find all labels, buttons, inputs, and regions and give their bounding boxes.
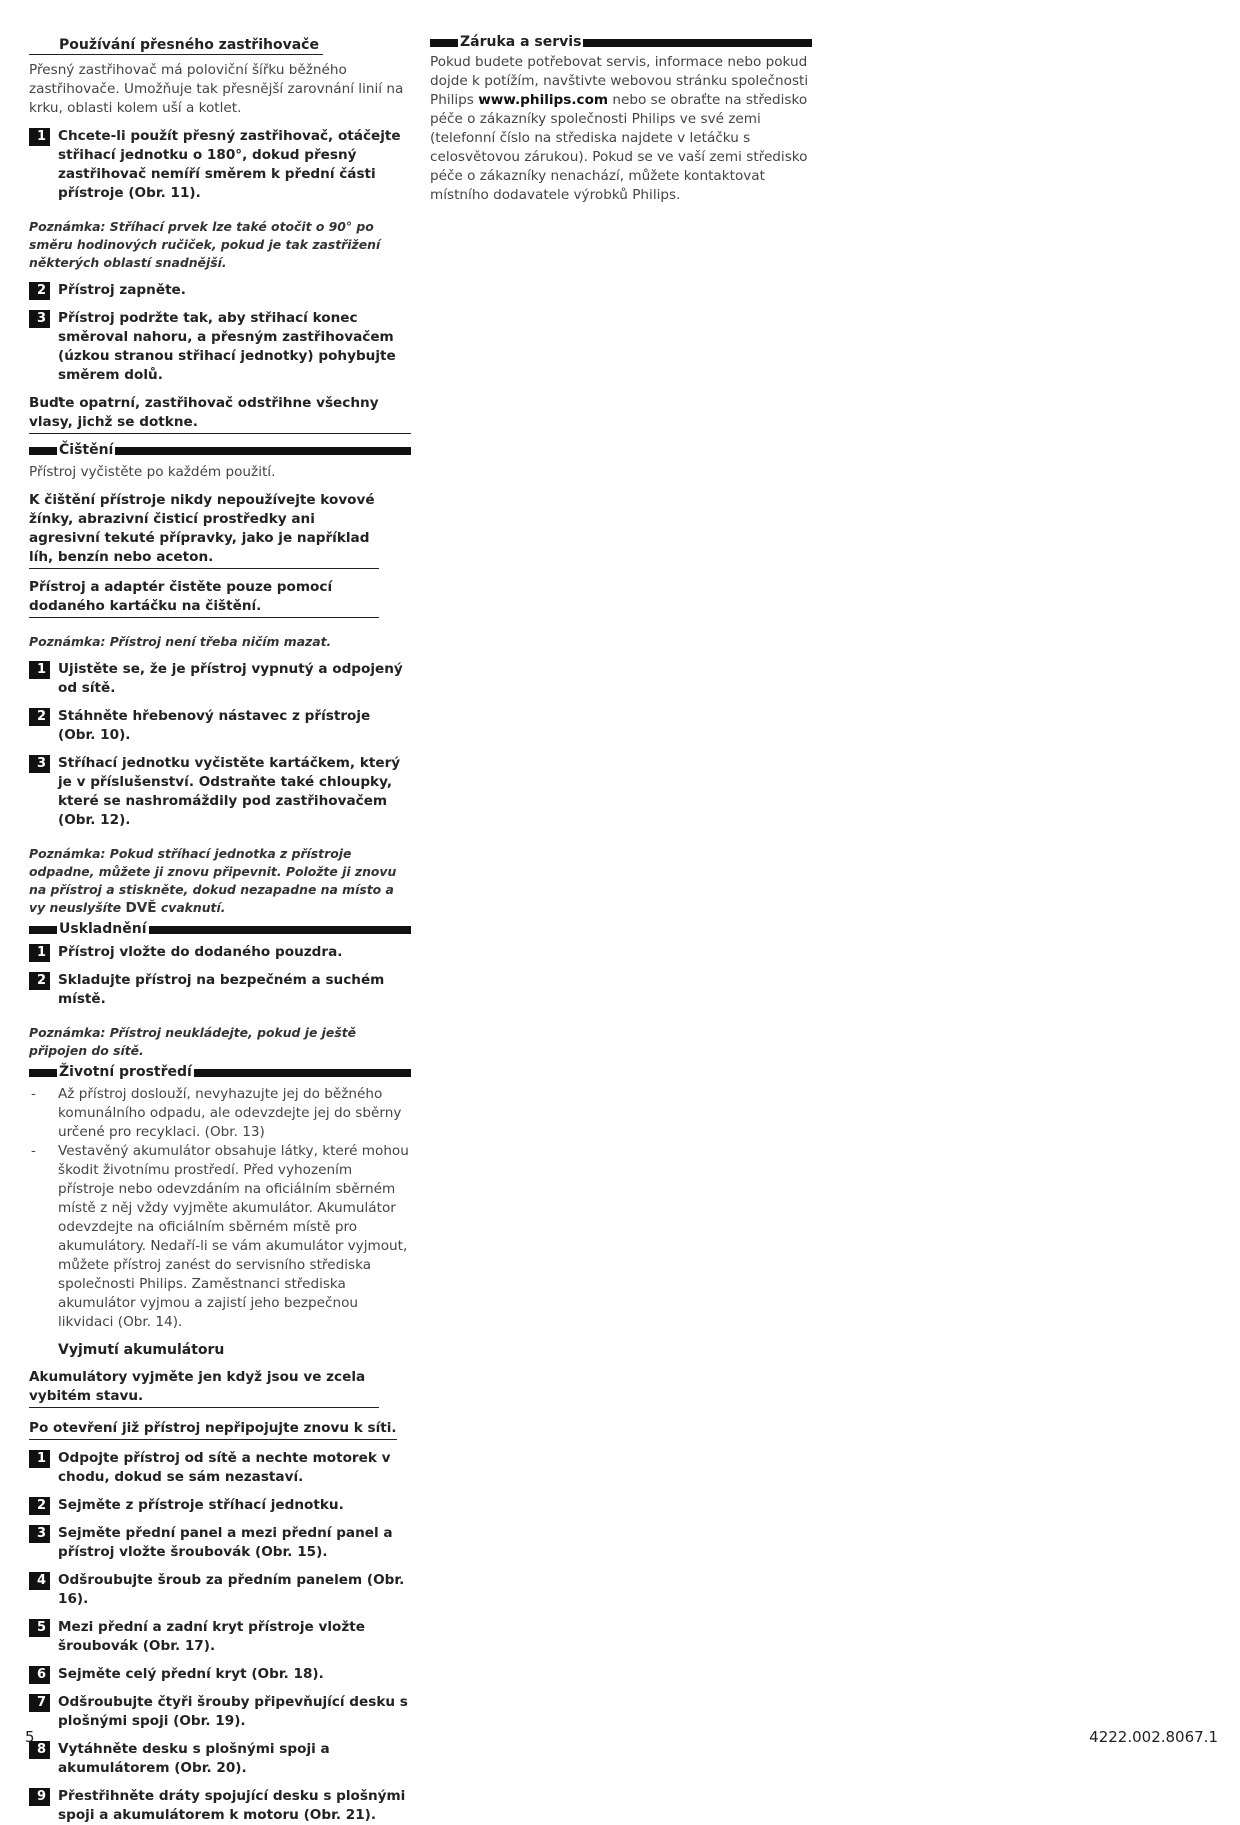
step-number: 4 xyxy=(29,1572,50,1590)
step-text: Sejměte přední panel a mezi přední panel a přístroj vložte šroubovák (Obr. 15). xyxy=(58,1525,393,1560)
cleaning-step-2 xyxy=(29,707,411,745)
section-title-battery: Vyjmutí akumulátoru xyxy=(58,1342,225,1358)
battery-step-7 xyxy=(29,1693,411,1731)
step-text: Vytáhněte desku s plošnými spoji a akumulátorem (Obr. 20). xyxy=(58,1741,330,1776)
right-column xyxy=(430,34,812,205)
step-number: 1 xyxy=(29,661,50,679)
battery-warning-1: Akumulátory vyjměte jen když jsou ve zcela vybitém stavu. xyxy=(29,1368,379,1408)
cleaning-step-1 xyxy=(29,660,411,698)
bullet-text: Vestavěný akumulátor obsahuje látky, které mohou škodit životnímu prostředí. Před vyhozením přístroje nebo odevzdáním na oficiálním sběrném místě z něj vždy vyjměte akumulátor. Akumulátor odevzdejte na oficiálním sběrném místě pro akumulátory. Nedaří-li se vám akumulátor vyjmout, můžete přístroj zanést do servisního střediska společnosti Philips. Zaměstnanci střediska akumulátor vyjmou a zajistí jeho bezpečnou likvidaci (Obr. 14). xyxy=(58,1143,409,1330)
step-number: 1 xyxy=(29,128,50,146)
environment-section xyxy=(29,1064,411,1332)
section-header-warranty xyxy=(430,34,812,51)
warranty-text: Pokud budete potřebovat servis, informace nebo pokud dojde k potížím, navštivte webovou stránku společnosti Philips www.philips.com nebo se obraťte na středisko péče o zákazníky společnosti Philips ve své zemi (telefonní číslo na střediska najdete v letáčku s celosvětovou zárukou). Pokud se ve vaší zemi středisko péče o zákazníky nenachází, můžete kontaktovat místního dodavatele výrobků Philips. xyxy=(430,54,809,203)
precision-step-3 xyxy=(29,309,411,385)
section-title: Čištění xyxy=(59,442,114,458)
step-number: 1 xyxy=(29,1450,50,1468)
step-text: Sejměte celý přední kryt (Obr. 18). xyxy=(58,1666,324,1682)
step-number: 9 xyxy=(29,1788,50,1806)
step-number: 1 xyxy=(29,944,50,962)
battery-step-4 xyxy=(29,1571,411,1609)
step-number: 3 xyxy=(29,755,50,773)
battery-step-3 xyxy=(29,1524,411,1562)
section-header-environment xyxy=(29,1064,411,1081)
cleaning-note-2: Poznámka: Pokud stříhací jednotka z přístroje odpadne, můžete ji znovu připevnit. Položte ji znovu na přístroj a stiskněte, dokud nezapadne na místo a vy neuslyšíte DVĚ cvaknutí. xyxy=(29,846,397,916)
step-text: Odšroubujte šroub za předním panelem (Obr. 16). xyxy=(58,1572,405,1607)
section-title-precision: Používání přesného zastřihovače xyxy=(29,36,323,55)
storage-note: Poznámka: Přístroj neukládejte, pokud je ještě připojen do sítě. xyxy=(29,1025,357,1058)
battery-step-5 xyxy=(29,1618,411,1656)
cleaning-warning-1: K čištění přístroje nikdy nepoužívejte kovové žínky, abrazivní čisticí prostředky ani agresivní tekuté přípravky, jako je například líh, benzín nebo aceton. xyxy=(29,491,379,569)
step-text: Přístroj zapněte. xyxy=(58,282,186,298)
step-number: 5 xyxy=(29,1619,50,1637)
step-text: Chcete-li použít přesný zastřihovač, otáčejte střihací jednotku o 180°, dokud přesný zastřihovač nemíří směrem k přední části přístroje (Obr. 11). xyxy=(58,128,401,201)
page-number: 5 xyxy=(25,1728,35,1746)
battery-step-8 xyxy=(29,1740,411,1778)
step-text: Ujistěte se, že je přístroj vypnutý a odpojený od sítě. xyxy=(58,661,403,696)
storage-step-2 xyxy=(29,971,411,1009)
step-number: 2 xyxy=(29,282,50,300)
step-number: 3 xyxy=(29,310,50,328)
cleaning-warning-2: Přístroj a adaptér čistěte pouze pomocí dodaného kartáčku na čištění. xyxy=(29,578,379,618)
cleaning-intro: Přístroj vyčistěte po každém použití. xyxy=(29,464,276,480)
storage-section xyxy=(29,921,411,1060)
step-text: Sejměte z přístroje stříhací jednotku. xyxy=(58,1497,344,1513)
cleaning-note-1: Poznámka: Přístroj není třeba ničím mazat. xyxy=(29,634,332,649)
step-number: 8 xyxy=(29,1741,50,1759)
step-text: Odpojte přístroj od sítě a nechte motorek v chodu, dokud se sám nezastaví. xyxy=(58,1450,391,1485)
section-title: Záruka a servis xyxy=(460,34,582,50)
step-text: Stáhněte hřebenový nástavec z přístroje (Obr. 10). xyxy=(58,708,371,743)
cleaning-step-3 xyxy=(29,754,411,830)
document-number: 4222.002.8067.1 xyxy=(1089,1728,1218,1746)
precision-step-1 xyxy=(29,127,411,203)
step-number: 7 xyxy=(29,1694,50,1712)
environment-bullet-2: - Vestavěný akumulátor obsahuje látky, které mohou škodit životnímu prostředí. Před vyhozením přístroje nebo odevzdáním na oficiálním sběrném místě z něj vždy vyjměte akumulátor. Akumulátor odevzdejte na oficiálním sběrném místě pro akumulátory. Nedaří-li se vám akumulátor vyjmout, můžete přístroj zanést do servisního střediska společnosti Philips. Zaměstnanci střediska akumulátor vyjmou a zajistí jeho bezpečnou likvidaci (Obr. 14). xyxy=(29,1142,411,1332)
step-text: Skladujte přístroj na bezpečném a suchém místě. xyxy=(58,972,385,1007)
precision-warning: Buďte opatrní, zastřihovač odstřihne všechny vlasy, jichž se dotkne. xyxy=(29,394,411,434)
environment-bullet-1: - Až přístroj doslouží, nevyhazujte jej do běžného komunálního odpadu, ale odevzdejte jej do sběrny určené pro recyklaci. (Obr. 13) xyxy=(29,1085,411,1142)
step-text: Odšroubujte čtyři šrouby připevňující desku s plošnými spoji (Obr. 19). xyxy=(58,1694,408,1729)
precision-step-2 xyxy=(29,281,411,300)
battery-warning-2: Po otevření již přístroj nepřipojujte znovu k síti. xyxy=(29,1419,397,1440)
battery-step-9 xyxy=(29,1787,411,1825)
step-text: Přístroj vložte do dodaného pouzdra. xyxy=(58,944,343,960)
step-text: Přestřihněte dráty spojující desku s plošnými spoji a akumulátorem k motoru (Obr. 21). xyxy=(58,1788,406,1823)
step-text: Přístroj podržte tak, aby střihací konec směroval nahoru, a přesným zastřihovačem (úzkou stranou střihací jednotky) pohybujte směrem dolů. xyxy=(58,310,396,383)
precision-trimmer-section xyxy=(29,34,411,434)
battery-section xyxy=(29,1341,411,1825)
section-title: Životní prostředí xyxy=(59,1064,192,1080)
step-number: 3 xyxy=(29,1525,50,1543)
bullet-text: Až přístroj doslouží, nevyhazujte jej do běžného komunálního odpadu, ale odevzdejte jej do sběrny určené pro recyklaci. (Obr. 13) xyxy=(58,1086,402,1140)
warranty-section xyxy=(430,34,812,205)
step-text: Stříhací jednotku vyčistěte kartáčkem, který je v příslušenství. Odstraňte také chloupky, které se nashromáždily pod zastřihovačem (Obr. 12). xyxy=(58,755,401,828)
cleaning-section xyxy=(29,442,411,917)
left-column xyxy=(29,34,411,1825)
section-header-cleaning xyxy=(29,442,411,459)
section-header-storage xyxy=(29,921,411,938)
step-number: 2 xyxy=(29,708,50,726)
storage-step-1 xyxy=(29,943,411,962)
precision-intro: Přesný zastřihovač má poloviční šířku běžného zastřihovače. Umožňuje tak přesnější zarovnání linií na krku, oblasti kolem uší a kotlet. xyxy=(29,62,404,116)
step-number: 2 xyxy=(29,1497,50,1515)
precision-note: Poznámka: Stříhací prvek lze také otočit o 90° po směru hodinových ručiček, pokud je tak zastřižení některých oblastí snadnější. xyxy=(29,219,381,270)
battery-step-6 xyxy=(29,1665,411,1684)
website-link[interactable]: www.philips.com xyxy=(478,92,609,108)
step-number: 2 xyxy=(29,972,50,990)
battery-step-1 xyxy=(29,1449,411,1487)
section-title: Uskladnění xyxy=(59,921,147,937)
step-number: 6 xyxy=(29,1666,50,1684)
battery-step-2 xyxy=(29,1496,411,1515)
step-text: Mezi přední a zadní kryt přístroje vložte šroubovák (Obr. 17). xyxy=(58,1619,365,1654)
